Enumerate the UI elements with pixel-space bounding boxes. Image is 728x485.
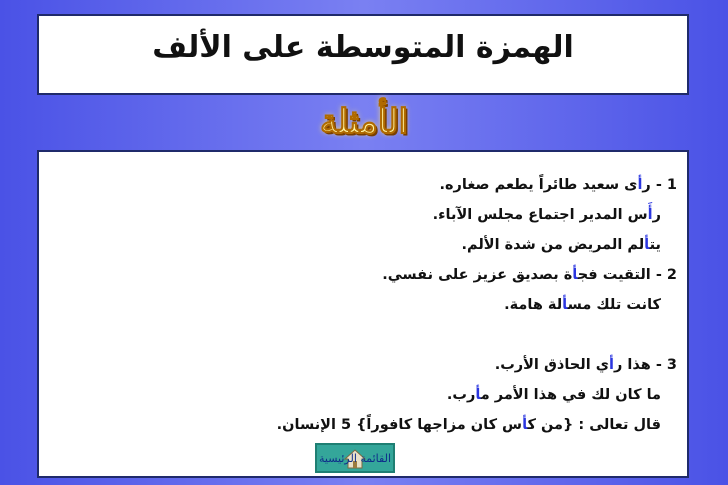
- example-number: 2 -: [655, 267, 677, 283]
- example-text: هذا ر: [613, 357, 656, 373]
- example-number: 3 -: [655, 357, 677, 373]
- example-line: [77, 290, 677, 320]
- example-text: ما كان لك في هذا الأمر م: [480, 387, 661, 403]
- hamza-highlight: أ: [572, 267, 578, 283]
- example-line: [77, 260, 677, 290]
- example-text: لم المريض من شدة الألم.: [461, 237, 645, 253]
- example-text: ي الحاذق الأرب.: [494, 357, 609, 373]
- hamza-highlight: أ: [562, 297, 568, 313]
- example-text: يت: [649, 237, 661, 253]
- hamza-highlight: أ: [644, 237, 650, 253]
- example-line: [77, 380, 677, 410]
- example-text: ى سعيد طائراً يطعم صغاره.: [439, 177, 638, 193]
- hamza-highlight: أ: [637, 177, 643, 193]
- example-text: ة بصديق عزيز على نفسي.: [382, 267, 573, 283]
- example-text: ر: [652, 207, 661, 223]
- home-button[interactable]: [315, 443, 395, 473]
- home-button-label: القائمة الرئيسية: [318, 451, 392, 465]
- example-text: كانت تلك مس: [567, 297, 661, 313]
- example-spacer: [77, 320, 677, 350]
- example-line: [77, 410, 677, 440]
- example-text: لة هامة.: [504, 297, 563, 313]
- examples-panel: [37, 150, 689, 478]
- example-line: [77, 230, 677, 260]
- examples-banner: [0, 100, 728, 144]
- hamza-highlight: أ: [647, 207, 653, 223]
- example-line: [77, 200, 677, 230]
- example-text: التقيت فج: [577, 267, 656, 283]
- example-line: [77, 170, 677, 200]
- hamza-highlight: أ: [609, 357, 614, 373]
- page-title: الهمزة المتوسطة على الألف: [152, 30, 574, 65]
- example-text: رب.: [446, 387, 476, 403]
- example-text: ر: [642, 177, 656, 193]
- example-line: [77, 350, 677, 380]
- example-text: َس المدير اجتماع مجلس الآباء.: [432, 207, 648, 223]
- hamza-highlight: أ: [522, 417, 528, 433]
- example-text: قال تعالى : {من ك: [527, 417, 661, 433]
- examples-list: [77, 170, 677, 440]
- hamza-highlight: أ: [475, 387, 481, 403]
- title-panel: [37, 14, 689, 95]
- example-text: س كان مزاجها كافوراً} 5 الإنسان.: [276, 417, 523, 433]
- examples-label: الأمثلة: [319, 102, 409, 142]
- example-number: 1 -: [655, 177, 677, 193]
